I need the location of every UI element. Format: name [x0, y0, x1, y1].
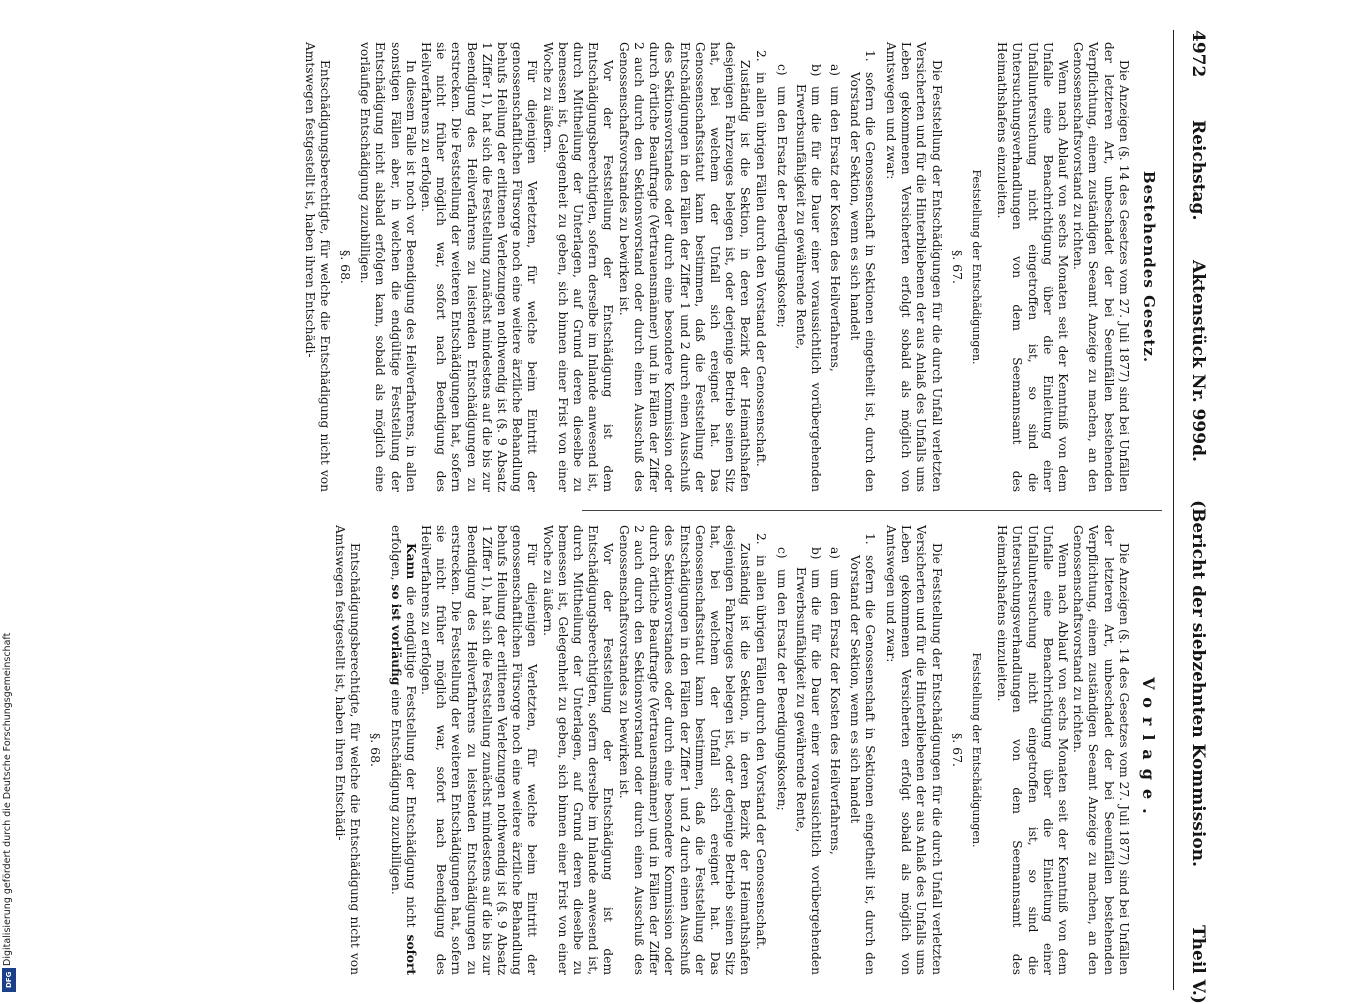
right-column-title: Vorlage.	[1139, 677, 1158, 823]
right-item-2: 2.in allen übrigen Fällen durch den Vorstand der Genossenschaft.	[753, 533, 768, 950]
left-column-title: Bestehendes Gesetz.	[1140, 170, 1158, 364]
header-source: Reichstag.	[1188, 120, 1208, 221]
left-lit-a: a)um den Ersatz der Kosten des Heilverfahrens,	[828, 64, 843, 372]
left-lit-b: b)um die für die Dauer einer voraussichtlich vorübergehenden Erwerbsunfähigkeit zu gewährende Rente,	[793, 64, 824, 492]
left-item-2: 2.in allen übrigen Fällen durch den Vorstand der Genossenschaft.	[753, 50, 768, 467]
header-document: Aktenstück Nr. 999d.	[1188, 260, 1208, 462]
header-rule	[1173, 30, 1174, 990]
left-section-67: §. 67.	[949, 249, 965, 285]
right-paragraph: Zuständig ist die Sektion, in deren Bezirk der Heimathshafen desjenigen Fahrzeuges belegen ist, oder derjenige Betrieb seinen Sitz hat, bei welchem der Unfall sich ereignet hat. Das Genossenschaftsstatut kann bestimmen, daß die Feststellung der Entschädigungen in den Fällen der Ziffer 1 und 2 durch einen Ausschuß des Sektionsvorstandes oder durch eine besondere Kommission oder durch örtliche Beauftragte (Vertrauensmänner) und in Fällen der Ziffer 2 auch durch den Sektionsvorstand oder durch einen Ausschuß des Genossenschaftsvorstandes zu bewirken ist.	[616, 525, 753, 975]
left-column	[301, 42, 1162, 492]
right-subtitle: Feststellung der Entschädigungen.	[969, 652, 983, 848]
right-paragraph: Entschädigungsberechtigte, für welche die Entschädigung nicht von Amtswegen festgestellt ist, haben ihren Entschädi-	[333, 525, 363, 975]
header-report: (Bericht der siebzehnten Kommission.	[1188, 500, 1208, 867]
right-paragraph: Die Anzeigen (§. 14 des Gesetzes vom 27. Juli 1877) sind bei Unfällen der letzteren Art, unbeschadet der bei Seeunfällen bestehenden Verpflichtung, einem zuständigen Seeamt Anzeige zu machen, an den Genossenschaftsvorstand zu richten.	[1071, 525, 1131, 975]
right-section-67: §. 67.	[949, 732, 965, 768]
left-subtitle: Feststellung der Entschädigungen.	[969, 169, 983, 365]
left-paragraph: In diesem Falle ist noch vor Beendigung des Heilverfahrens, in allen sonstigen Fällen aber, in welchen die endgültige Feststellung der Entschädigung nicht alsbald erfolgen kann, sobald als möglich eine vorläufige Entschädigung zuzubilligen.	[358, 42, 418, 492]
left-section-68: §. 68.	[338, 249, 354, 285]
right-column	[332, 525, 1162, 975]
right-paragraph: Für diejenigen Verletzten, für welche beim Eintritt der genossenschaftlichen Fürsorge noch eine weitere ärztliche Behandlung behufs Heilung der erlittenen Verletzungen nothwendig ist (§. 9 Absatz 1 Ziffer 1), hat sich die Feststellung zunächst mindestens auf die bis zur Beendigung des Heilverfahrens zu leistenden Entschädigungen zu erstrecken. Die Feststellung der weiteren Entschädigungen hat, sofern sie nicht früher möglich war, sofort nach Beendigung des Heilverfahrens zu erfolgen.	[419, 525, 540, 975]
left-item-1: 1.sofern die Genossenschaft in Sektionen eingetheilt ist, durch den Vorstand der Sektion, wenn es sich handelt	[847, 50, 877, 492]
right-paragraph: Die Feststellung der Entschädigungen für die durch Unfall verletzten Versicherten und für die Hinterbliebenen der aus Anlaß des Unfalls ums Leben gekommenen Versicherten erfolgt sobald als möglich von Amtswegen und zwar:	[883, 525, 944, 975]
left-paragraph: Die Feststellung der Entschädigungen für die durch Unfall verletzten Versicherten und für die Hinterbliebenen der aus Anlaß des Unfalls ums Leben gekommenen Versicherten erfolgt sobald als möglich von Amtswegen und zwar:	[883, 42, 944, 492]
right-lit-a: a)um den Ersatz der Kosten des Heilverfahrens,	[828, 547, 843, 855]
left-paragraph: Vor der Feststellung der Entschädigung ist dem Entschädigungsberechtigten, sofern derselbe im Inlande anwesend ist, durch Mittheilung der Unterlagen, auf Grund deren dieselbe zu bemessen ist, Gelegenheit zu geben, sich binnen einer Frist von einer Woche zu äußern.	[540, 42, 616, 492]
right-section-68: §. 68.	[368, 732, 384, 768]
header-part: Theil V.)	[1188, 925, 1208, 1004]
right-lit-b: b)um die für die Dauer einer voraussichtlich vorübergehenden Erwerbsunfähigkeit zu gewährende Rente,	[793, 547, 824, 975]
left-paragraph: Zuständig ist die Sektion, in deren Bezirk der Heimathshafen desjenigen Fahrzeuges belegen ist, oder derjenige Betrieb seinen Sitz hat, bei welchem der Unfall sich ereignet hat. Das Genossenschaftsstatut kann bestimmen, daß die Feststellung der Entschädigungen in den Fällen der Ziffer 1 und 2 durch einen Ausschuß des Sektionsvorstandes oder durch eine besondere Kommission oder durch örtliche Beauftragte (Vertrauensmänner) und in Fällen der Ziffer 2 auch durch den Sektionsvorstand oder durch einen Ausschuß des Genossenschaftsvorstandes zu bewirken ist.	[616, 42, 753, 492]
left-paragraph: Entschädigungsberechtigte, für welche die Entschädigung nicht von Amtswegen festgestellt ist, haben ihren Entschädi-	[302, 42, 332, 492]
right-paragraph: Wenn nach Ablauf von sechs Monaten seit der Kenntniß von dem Unfalle eine Benachrichtigung über die Einleitung einer Unfalluntersuchung nicht eingetroffen ist, so sind die Untersuchungsverhandlungen von dem Seemannsamt des Heimathshafens einzuleiten.	[995, 525, 1070, 975]
left-paragraph: Für diejenigen Verletzten, für welche beim Eintritt der genossenschaftlichen Fürsorge noch eine weitere ärztliche Behandlung behufs Heilung der erlittenen Verletzungen nothwendig ist (§. 9 Absatz 1 Ziffer 1), hat sich die Feststellung zunächst mindestens auf die bis zur Beendigung des Heilverfahrens zu leistenden Entschädigungen zu erstrecken. Die Feststellung der weiteren Entschädigungen hat, sofern sie nicht früher möglich war, sofort nach Beendigung des Heilverfahrens zu erfolgen.	[419, 42, 540, 492]
page-number: 4972	[1188, 30, 1208, 78]
right-item-1: 1.sofern die Genossenschaft in Sektionen eingetheilt ist, durch den Vorstand der Sektion, wenn es sich handelt	[847, 533, 877, 975]
digitization-credit: Digitalisierung gefördert durch die Deutsche Forschungsgemeinschaft	[2, 632, 13, 966]
right-lit-c: c)um den Ersatz der Beerdigungskosten;	[774, 547, 789, 811]
left-paragraph: Die Anzeigen (§. 14 des Gesetzes vom 27. Juli 1877) sind bei Unfällen der letzteren Art, unbeschadet der bei Seeunfällen bestehenden Verpflichtung, einem zuständigen Seeamt Anzeige zu machen, an den Genossenschaftsvorstand zu richten.	[1071, 42, 1131, 492]
right-paragraph: Vor der Feststellung der Entschädigung ist dem Entschädigungsberechtigten, sofern derselbe im Inlande anwesend ist, durch Mittheilung der Unterlagen, auf Grund deren dieselbe zu bemessen ist, Gelegenheit zu geben, sich binnen einer Frist von einer Woche zu äußern.	[540, 525, 616, 975]
column-divider	[582, 510, 1162, 511]
left-lit-c: c)um den Ersatz der Beerdigungskosten;	[774, 64, 789, 328]
left-paragraph: Wenn nach Ablauf von sechs Monaten seit der Kenntniß von dem Unfalle eine Benachrichtigung über die Einleitung einer Unfalluntersuchung nicht eingetroffen ist, so sind die Untersuchungsverhandlungen von dem Seemannsamt des Heimathshafens einzuleiten.	[995, 42, 1070, 492]
page-header	[1176, 30, 1208, 1004]
dfg-logo-icon: DFG	[2, 968, 16, 992]
right-paragraph-amended: Kann die endgültige Feststellung der Entschädigung nicht sofort erfolgen, so ist vorläufig eine Entschädigung zuzubilligen.	[388, 525, 418, 975]
